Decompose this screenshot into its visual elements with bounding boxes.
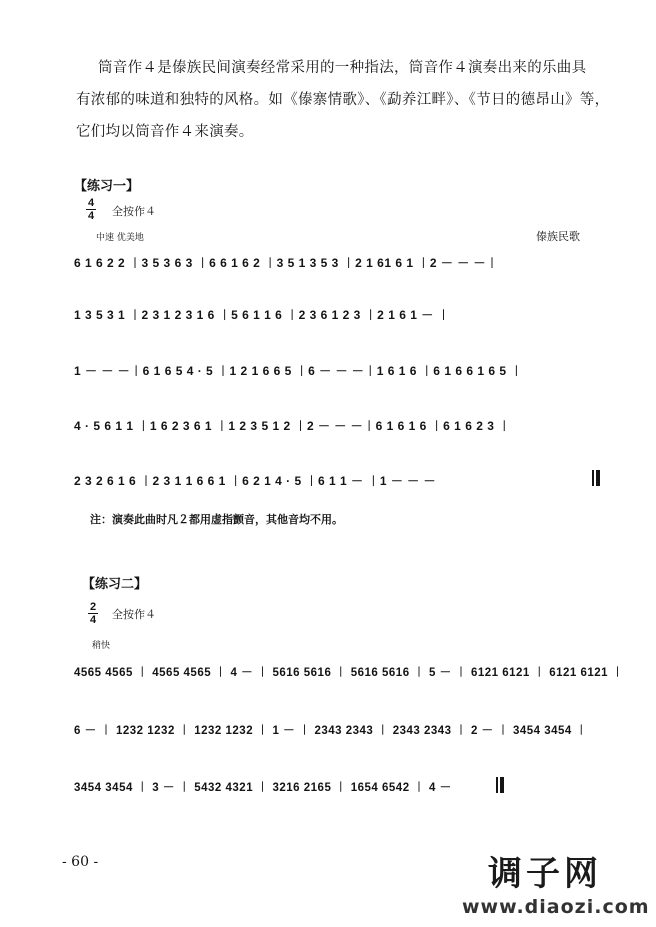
exercise-2-time-signature <box>88 601 98 626</box>
exercise-1-fingering: 全按作４ <box>112 205 156 218</box>
exercise-1-note: 注：演奏此曲时凡２都用虚指颤音，其他音均不用。 <box>90 513 343 526</box>
final-barline-thick <box>596 470 600 486</box>
exercise-2-fingering: 全按作４ <box>112 608 156 621</box>
exercise-1-origin: 傣族民歌 <box>536 230 580 243</box>
exercise-1-title: 【练习一】 <box>74 179 140 194</box>
exercise-1-row-5: 2 3 2 6 1 6 ︱2 3 1 1 6 6 1 ︱6 2 1 4 · 5 ︱6 1 1 － ︱1 － － － <box>74 474 437 488</box>
exercise-1-row-1: 6 1 6 2 2 ︱3 5 3 6 3 ︱6 6 1 6 2 ︱3 5 1 3 5 3 ︱2 1 61 6 1 ︱2 － － －︱ <box>74 256 499 270</box>
watermark-logo: 调子网 <box>488 854 602 894</box>
time-top: 4 <box>87 197 95 209</box>
intro-line-1: 筒音作４是傣族民间演奏经常采用的一种指法，筒音作４演奏出来的乐曲具 <box>98 60 587 76</box>
final-barline <box>592 470 594 486</box>
time-bottom: 4 <box>89 614 97 626</box>
exercise-1-row-3: 1 － － －︱6 1 6 5 4 · 5 ︱1 2 1 6 6 5 ︱6 － － －︱1 6 1 6 ︱6 1 6 6 1 6 5 ︱ <box>74 364 523 378</box>
time-top: 2 <box>89 601 97 613</box>
exercise-2-row-1: 4565 4565 ︱ 4565 4565 ︱ 4 － ︱ 5616 5616 ︱ 5616 5616 ︱ 5 － ︱ 6121 6121 ︱ 6121 6121 ︱ <box>74 667 624 679</box>
exercise-1-time-signature <box>86 197 96 222</box>
page-number: - 60 - <box>62 854 99 870</box>
exercise-2-title: 【练习二】 <box>82 577 148 592</box>
exercise-2-row-3: 3454 3454 ︱ 3 － ︱ 5432 4321 ︱ 3216 2165 ︱ 1654 6542 ︱ 4 － <box>74 782 452 794</box>
exercise-2-row-2: 6 － ︱ 1232 1232 ︱ 1232 1232 ︱ 1 － ︱ 2343 2343 ︱ 2343 2343 ︱ 2 － ︱ 3454 3454 ︱ <box>74 725 588 737</box>
intro-line-3: 它们均以筒音作４来演奏。 <box>76 124 254 140</box>
intro-line-2: 有浓郁的味道和独特的风格。如《傣寨情歌》、《勐养江畔》、《节日的德昂山》等， <box>76 92 610 108</box>
exercise-1-row-4: 4 · 5 6 1 1 ︱1 6 2 3 6 1 ︱1 2 3 5 1 2 ︱2 － － －︱6 1 6 1 6 ︱6 1 6 2 3 ︱ <box>74 419 511 433</box>
repeat-barline-thick <box>500 777 504 793</box>
exercise-2-tempo: 稍快 <box>92 641 111 651</box>
time-bottom: 4 <box>87 210 95 222</box>
watermark-url: www.diaozi.com <box>462 896 650 918</box>
repeat-barline <box>496 777 498 793</box>
exercise-1-row-2: 1 3 5 3 1 ︱2 3 1 2 3 1 6 ︱5 6 1 1 6 ︱2 3 6 1 2 3 ︱2 1 6 1 － ︱ <box>74 308 451 322</box>
exercise-1-tempo: 中速 优美地 <box>96 233 144 243</box>
